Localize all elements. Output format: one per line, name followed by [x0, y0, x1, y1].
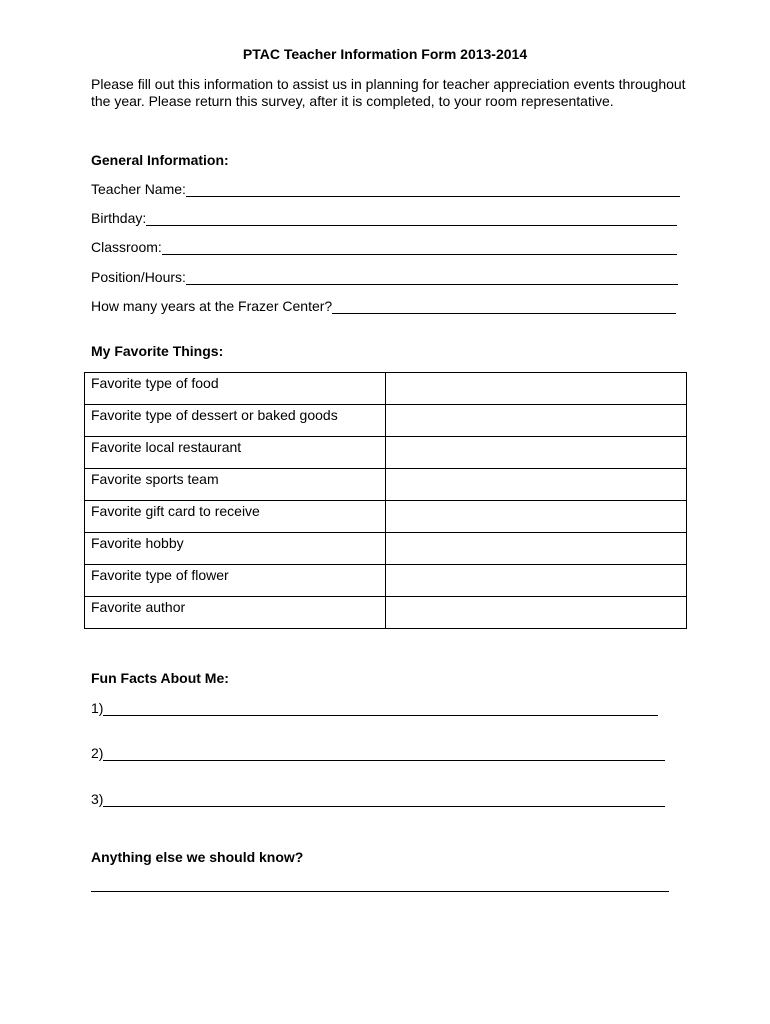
- favorite-label: Favorite type of flower: [85, 565, 386, 597]
- table-row: [85, 501, 687, 533]
- favorite-label: Favorite local restaurant: [85, 437, 386, 469]
- favorite-answer-cell[interactable]: [386, 437, 687, 469]
- favorite-answer-cell[interactable]: [386, 469, 687, 501]
- form-instructions: Please fill out this information to assist us in planning for teacher appreciation events throughout the year. Please return this survey, after it is completed, to your room representative.: [91, 76, 686, 109]
- classroom-line[interactable]: [162, 241, 677, 255]
- table-row: [85, 533, 687, 565]
- birthday-line[interactable]: [146, 212, 677, 226]
- classroom-field[interactable]: [91, 239, 677, 255]
- favorite-answer-cell[interactable]: [386, 565, 687, 597]
- fun-facts-heading: Fun Facts About Me:: [91, 670, 229, 686]
- position-hours-label: Position/Hours:: [91, 269, 186, 285]
- fun-fact-3-label: 3): [91, 791, 104, 807]
- fun-fact-2-label: 2): [91, 745, 104, 761]
- table-row: [85, 469, 687, 501]
- classroom-label: Classroom:: [91, 239, 162, 255]
- form-title: PTAC Teacher Information Form 2013-2014: [242, 46, 528, 62]
- favorite-label: Favorite type of dessert or baked goods: [85, 405, 386, 437]
- table-row: [85, 565, 687, 597]
- favorite-answer-cell[interactable]: [386, 501, 687, 533]
- teacher-name-line[interactable]: [186, 183, 680, 197]
- favorite-answer-cell[interactable]: [386, 533, 687, 565]
- favorite-label: Favorite sports team: [85, 469, 386, 501]
- years-at-center-field[interactable]: [91, 298, 676, 314]
- fun-fact-3-line[interactable]: [103, 793, 665, 807]
- position-hours-line[interactable]: [186, 271, 678, 285]
- fun-fact-1-field[interactable]: [91, 700, 658, 716]
- fun-fact-1-label: 1): [91, 700, 104, 716]
- position-hours-field[interactable]: [91, 269, 678, 285]
- teacher-name-field[interactable]: [91, 181, 680, 197]
- favorite-answer-cell[interactable]: [386, 373, 687, 405]
- fun-fact-1-line[interactable]: [103, 702, 658, 716]
- table-row: [85, 437, 687, 469]
- favorite-answer-cell[interactable]: [386, 405, 687, 437]
- birthday-field[interactable]: [91, 210, 677, 226]
- favorite-label: Favorite hobby: [85, 533, 386, 565]
- teacher-name-label: Teacher Name:: [91, 181, 186, 197]
- anything-else-heading: Anything else we should know?: [91, 849, 304, 865]
- table-row: [85, 373, 687, 405]
- fun-fact-3-field[interactable]: [91, 791, 665, 807]
- favorite-answer-cell[interactable]: [386, 597, 687, 629]
- general-info-heading: General Information:: [91, 152, 229, 168]
- favorites-table: [84, 372, 687, 629]
- birthday-label: Birthday:: [91, 210, 147, 226]
- years-at-center-label: How many years at the Frazer Center?: [91, 298, 333, 314]
- favorite-label: Favorite author: [85, 597, 386, 629]
- fun-fact-2-field[interactable]: [91, 745, 665, 761]
- table-row: [85, 597, 687, 629]
- favorite-label: Favorite type of food: [85, 373, 386, 405]
- favorite-label: Favorite gift card to receive: [85, 501, 386, 533]
- years-at-center-line[interactable]: [332, 300, 676, 314]
- table-row: [85, 405, 687, 437]
- fun-fact-2-line[interactable]: [103, 747, 665, 761]
- favorites-heading: My Favorite Things:: [91, 343, 224, 359]
- anything-else-line[interactable]: [91, 891, 669, 892]
